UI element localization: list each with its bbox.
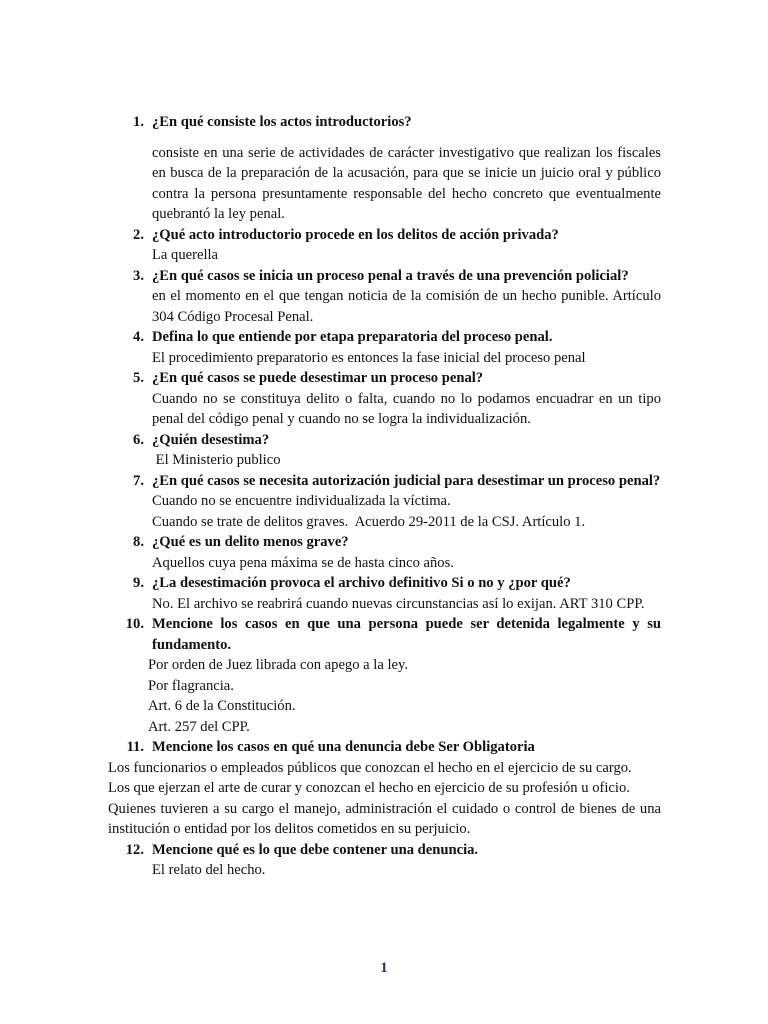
question-number: 5. — [133, 370, 144, 386]
answer-line: Cuando se trate de delitos graves. Acuerdo 29-2011 de la CSJ. Artículo 1. — [152, 513, 586, 530]
question-number: 11. — [126, 739, 144, 755]
question-2 — [108, 225, 661, 246]
question-7 — [108, 471, 661, 492]
answer-line: Los funcionarios o empleados públicos que conozcan el hecho en el ejercicio de su cargo. — [108, 759, 632, 776]
question-text: ¿En qué casos se puede desestimar un proceso penal? — [152, 370, 484, 386]
question-4 — [108, 327, 661, 348]
spacer — [108, 133, 661, 143]
answer-line: El procedimiento preparatorio es entonces la fase inicial del proceso penal — [152, 349, 586, 366]
answer-line: Aquellos cuya pena máxima se de hasta cinco años. — [152, 554, 454, 571]
questionnaire — [108, 112, 661, 881]
question-number: 9. — [133, 575, 144, 591]
answer-line: El relato del hecho. — [152, 862, 266, 878]
question-number: 12. — [125, 841, 144, 858]
answer-line: Por orden de Juez librada con apego a la ley. — [148, 657, 409, 673]
answer-line: Art. 257 del CPP. — [148, 718, 250, 735]
question-number: 1. — [133, 114, 144, 130]
question-12 — [108, 840, 661, 861]
question-1 — [108, 112, 661, 133]
question-6 — [108, 430, 661, 451]
question-text: Defina lo que entiende por etapa preparatoria del proceso penal. — [152, 329, 553, 345]
question-5 — [108, 368, 661, 389]
answer-line: Quienes tuvieren a su cargo el manejo, administración el cuidado o control de bienes de una institución o entidad por los delitos cometidos en su perjuicio. — [108, 800, 661, 837]
question-text: ¿La desestimación provoca el archivo definitivo Si o no y ¿por qué? — [152, 575, 571, 591]
question-number: 6. — [133, 431, 144, 448]
question-number: 3. — [133, 267, 144, 284]
answer-line: consiste en una serie de actividades de carácter investigativo que realizan los fiscales en busca de la preparación de la acusación, para que se inicie un juicio oral y público contra la persona presuntamente responsable del hecho concreto que eventualmente quebrantó la ley penal. — [152, 144, 661, 222]
answer-line: Por flagrancia. — [148, 677, 234, 694]
answer-line: en el momento en el que tengan noticia de la comisión de un hecho punible. Artículo 304 Código Procesal Penal. — [152, 288, 661, 325]
question-number: 4. — [133, 329, 144, 345]
page-number: 1 — [380, 960, 388, 976]
question-number: 7. — [133, 472, 144, 489]
question-11 — [108, 737, 661, 758]
answer-line: Art. 6 de la Constitución. — [148, 698, 296, 714]
question-text: Mencione los casos en que una persona puede ser detenida legalmente y su fundamento. — [152, 616, 661, 653]
answer-line: Cuando no se constituya delito o falta, cuando no lo podamos encuadrar en un tipo penal del código penal y cuando no se logra la individualización. — [152, 390, 661, 427]
question-3 — [108, 266, 661, 287]
answer-line: Los que ejerzan el arte de curar y conozcan el hecho en ejercicio de su profesión u oficio. — [108, 780, 630, 796]
question-8 — [108, 532, 661, 553]
question-9 — [108, 573, 661, 594]
question-text: Mencione qué es lo que debe contener una denuncia. — [152, 841, 479, 858]
answer-line: El Ministerio publico — [152, 452, 281, 468]
answer-line: Cuando no se encuentre individualizada la víctima. — [152, 493, 451, 509]
question-text: Mencione los casos en qué una denuncia debe Ser Obligatoria — [152, 739, 535, 755]
question-text: ¿En qué casos se necesita autorización judicial para desestimar un proceso penal? — [152, 472, 661, 489]
question-text: ¿Qué es un delito menos grave? — [152, 534, 349, 550]
question-10 — [108, 614, 661, 655]
question-text: ¿Qué acto introductorio procede en los delitos de acción privada? — [152, 226, 559, 243]
answer-line: La querella — [152, 247, 219, 263]
question-number: 10. — [125, 616, 144, 632]
answer-line: No. El archivo se reabrirá cuando nuevas circunstancias así lo exijan. ART 310 CPP. — [152, 595, 645, 612]
question-number: 2. — [133, 226, 144, 243]
question-text: ¿En qué casos se inicia un proceso penal a través de una prevención policial? — [152, 267, 629, 284]
question-text: ¿En qué consiste los actos introductorios? — [152, 114, 412, 130]
question-number: 8. — [133, 534, 144, 550]
question-text: ¿Quién desestima? — [152, 431, 270, 448]
